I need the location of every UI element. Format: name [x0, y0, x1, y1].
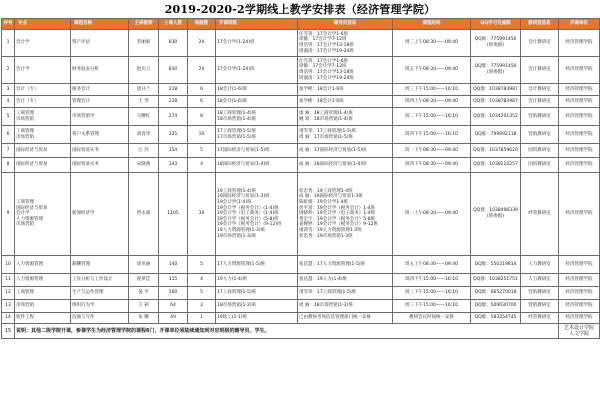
- qq-cell: [471, 313, 521, 324]
- qq-cell: [471, 256, 521, 274]
- class-list-cell-line: 17人力资源管理(1-5)班: [217, 261, 266, 267]
- counselor-cell-line: 陈虹娟：19会计学1-4班: [299, 200, 349, 206]
- class-list-cell-line: 17会计学(1-24)班: [217, 40, 255, 46]
- major-cell-line: 市场营销: [16, 134, 34, 140]
- dept-cell: 会计教研室: [521, 57, 559, 84]
- counselor-cell: [298, 256, 393, 274]
- class-list-cell: [216, 108, 298, 126]
- major-cell: [15, 84, 71, 96]
- qq-cell: [471, 144, 521, 158]
- teacher-cell: 倪萝佳: [129, 274, 159, 287]
- row-number: 9: [2, 173, 15, 256]
- unit-cell: 经济管理学院: [559, 84, 600, 96]
- unit-cell: 经济管理学院: [559, 287, 600, 300]
- note-unit-line: 艺术设计学院: [563, 325, 594, 331]
- qq-cell-line: QQ群：1034201352: [473, 113, 518, 119]
- qq-cell-line: (班委群): [486, 43, 504, 48]
- students-cell: 154: [159, 144, 188, 158]
- counselor-cell: [298, 144, 393, 158]
- class-list-cell: [216, 84, 298, 96]
- row-number: 4: [2, 96, 15, 108]
- major-cell-line: 工商管理: [16, 110, 34, 116]
- time-cell: 教师会议时间统一安排: [393, 313, 471, 324]
- students-cell: 143: [159, 158, 188, 173]
- row-number: 5: [2, 108, 15, 126]
- students-cell: 218: [159, 84, 188, 96]
- counselor-cell-line: 成 丽：19国际经济与贸易1-3班: [299, 194, 364, 200]
- course-cell: 客户关系管理: [71, 126, 129, 144]
- counselor-cell: [298, 96, 393, 108]
- unit-cell: 经济管理学院: [559, 126, 600, 144]
- teacher-cell: 江 洋: [129, 144, 159, 158]
- qq-cell-line: (班委群): [486, 214, 504, 219]
- major-cell-line: 工商管理: [16, 200, 34, 206]
- class-list-cell: [216, 30, 298, 57]
- table-row: [2, 158, 600, 173]
- counselor-cell-line: 周晓岭：19会计学（电子商务）1-4班: [299, 211, 376, 217]
- class-list-cell: [216, 287, 298, 300]
- counselor-cell: [298, 313, 393, 324]
- counselor-cell-line: 彭忠秀：19市场营销1-3班: [299, 233, 353, 239]
- qq-cell: [471, 96, 521, 108]
- counselor-cell-line: 周浩男：17会计学13-18班: [299, 70, 354, 75]
- time-cell: 周一上午08:30——09:40: [393, 173, 471, 256]
- major-cell-line: 会计学: [16, 40, 30, 46]
- row-number: 7: [2, 144, 15, 158]
- class-list-cell: [216, 313, 298, 324]
- qq-cell: [471, 57, 521, 84]
- table-row: [2, 96, 600, 108]
- row-number: 13: [2, 300, 15, 313]
- qq-cell-line: QQ群：1038496339: [473, 208, 518, 214]
- students-cell: 1105: [159, 173, 188, 256]
- class-list-cell-line: 19会计学（电子商务）(1-4)班: [217, 211, 279, 217]
- header-cell: 开课班级: [216, 19, 298, 30]
- class-list-cell-line: 18会计(1-6)班: [217, 86, 248, 92]
- time-cell: 周四上午08:30——09:40: [393, 96, 471, 108]
- students-cell: 274: [159, 108, 188, 126]
- teacher-cell: 苏丽娟: [129, 30, 159, 57]
- students-cell: 325: [159, 126, 188, 144]
- table-header-row: [2, 19, 600, 30]
- time-cell: 周二下午15:00——16:10: [393, 108, 471, 126]
- class-list-cell-line: 19工商管理(1-4)班: [217, 188, 257, 194]
- counselor-cell-line: 姜婵婷：19会计学（税务会计）9-12班: [299, 222, 378, 228]
- dept-cell: 经管教研室: [521, 313, 559, 324]
- row-number: 8: [2, 158, 15, 173]
- qq-cell: [471, 173, 521, 256]
- class-list-cell-line: 19国际经济与贸易(1-3)班: [217, 194, 270, 200]
- major-cell-line: 会计（专）: [16, 86, 39, 92]
- counselor-cell-line: 张昌慧：17人力资源管理(1-5)班: [299, 261, 366, 267]
- table-row: [2, 173, 600, 256]
- students-cell: 160: [159, 287, 188, 300]
- counselor-cell-line: 周淑清：17会计学19-24班: [299, 48, 354, 54]
- header-cell: 教研室信息: [521, 19, 559, 30]
- major-cell-line: 国际经济与贸易: [16, 162, 48, 168]
- qq-cell: [471, 287, 521, 300]
- major-cell: [15, 313, 71, 324]
- counselor-cell: [298, 30, 393, 57]
- class-list-cell: [216, 158, 298, 173]
- header-cell: 开课单位: [559, 19, 600, 30]
- unit-cell: 经济管理学院: [559, 108, 600, 126]
- major-cell-line: 国际经济与贸易: [16, 147, 48, 153]
- counselor-cell-line: 姚 嵩：18市场营销(1-4)班: [299, 116, 354, 122]
- note-cell: [15, 324, 559, 339]
- class-list-cell-line: 18工商管理(1-4)班: [217, 110, 257, 116]
- counselor-cell-line: 周浩男：17会计学13-18班: [299, 43, 354, 48]
- counselor-cell-line: 张学彬：18会计1-6班: [299, 86, 344, 92]
- time-cell: 周二上午08:30——09:40: [393, 30, 471, 57]
- counselor-cell-line: 徐静：17会计学7-12班: [299, 64, 347, 70]
- qq-cell-line: QQ群：1037859620: [473, 147, 518, 153]
- header-cell: 课程名称: [71, 19, 129, 30]
- unit-cell: 经济管理学院: [559, 57, 600, 84]
- time-cell: 周四下午15:00——16:10: [393, 126, 471, 144]
- time-cell: 周三下午15:00——16:10: [393, 84, 471, 96]
- major-cell: [15, 173, 71, 256]
- classes-cell: 24: [188, 57, 216, 84]
- course-cell: 市场营销学: [71, 108, 129, 126]
- class-list-cell: [216, 173, 298, 256]
- qq-cell-line: QQ群：799692118: [474, 131, 517, 137]
- teacher-cell: 徐亚丽: [129, 256, 159, 274]
- classes-cell: 8: [188, 108, 216, 126]
- counselor-cell: [298, 173, 393, 256]
- table-body: [2, 30, 600, 324]
- qq-cell-line: QQ群：1038783987: [473, 86, 518, 92]
- counselor-cell-line: 黄宏宇：19会计学（税务会计）5-8班: [299, 216, 376, 222]
- students-cell: 64: [159, 300, 188, 313]
- counselor-cell-line: 周 丽：17市场营销(1-5)班: [299, 134, 354, 140]
- major-cell-line: 市场营销: [16, 116, 34, 122]
- teacher-cell: 唐开兰: [129, 84, 159, 96]
- table-row: [2, 30, 600, 57]
- time-cell: 周三下午15:00——16:10: [393, 300, 471, 313]
- table-row: [2, 84, 600, 96]
- unit-cell: 经济管理学院: [559, 256, 600, 274]
- major-cell: [15, 256, 71, 274]
- class-list-cell-line: 17国际经济与贸易(1-5)班: [217, 147, 270, 153]
- classes-cell: 10: [188, 126, 216, 144]
- table-row: [2, 313, 600, 324]
- qq-cell-line: QQ群：1038210257: [473, 162, 518, 168]
- class-list-cell-line: 19人力(1-4)班: [217, 277, 248, 283]
- class-list-cell-line: 18国际经济与贸易(1-4)班: [217, 162, 270, 168]
- class-list-cell-line: 17市场营销(1-5)班: [217, 134, 257, 140]
- row-number: 10: [2, 256, 15, 274]
- counselor-cell-line: 康 丽：18工商管理(1-4)班: [299, 110, 354, 116]
- teacher-cell: 赵川云: [129, 57, 159, 84]
- qq-cell-line: QQ群：1038783987: [473, 98, 518, 104]
- major-cell: [15, 57, 71, 84]
- students-cell: 140: [159, 256, 188, 274]
- row-number: 11: [2, 274, 15, 287]
- major-cell-line: 人力资源管理: [16, 261, 43, 267]
- time-cell: 周四下午08:30——09:40: [393, 158, 471, 173]
- major-cell-line: 人力资源管理: [16, 277, 43, 283]
- students-cell: 115: [159, 274, 188, 287]
- class-list-cell-line: 19会计学(1-4)班: [217, 200, 252, 206]
- course-cell: 国际贸易实务: [71, 144, 129, 158]
- counselor-cell-line: 徐静：17会计学7-12班: [299, 37, 347, 43]
- class-list-cell-line: 18市场营销(1-4)班: [217, 116, 257, 122]
- counselor-cell-line: 诸雪荣：17工商管理(1-5)班: [299, 128, 357, 134]
- class-list-cell-line: 17工商管理(1-5)班: [217, 128, 257, 134]
- dept-cell: 国贸教研室: [521, 144, 559, 158]
- teacher-cell: 贾永嘉: [129, 173, 159, 256]
- course-cell: 新闻经济学: [71, 173, 129, 256]
- counselor-cell-line: 周 丽：18市场营销(1-2)班: [299, 303, 354, 309]
- counselor-cell: [298, 300, 393, 313]
- major-cell-line: 软件工程: [16, 315, 34, 321]
- teacher-cell: 晏 平: [129, 287, 159, 300]
- class-list-cell-line: 19人力资源管理(1-3)班: [217, 227, 266, 233]
- row-number: 1: [2, 30, 15, 57]
- major-cell: [15, 30, 71, 57]
- note-text: 说明：其他二级学院开课，参课学生为经济管理学院的课程6门，开课单位须陆续通知到对应班级的辅导员、学生。: [16, 328, 270, 334]
- class-list-cell-line: 19市场营销(1-3)班: [217, 233, 257, 239]
- classes-cell: 34: [188, 173, 216, 256]
- dept-cell: 营销教研室: [521, 300, 559, 313]
- class-list-cell: [216, 96, 298, 108]
- time-cell: 周五上午08:30——09:40: [393, 256, 471, 274]
- major-cell-line: 国际经济与贸易: [16, 205, 48, 211]
- course-cell: 薪酬管理: [71, 256, 129, 274]
- dept-cell: 人力教研室: [521, 274, 559, 287]
- table-row: [2, 57, 600, 84]
- qq-cell-line: QQ群：1038251751: [473, 277, 518, 283]
- dept-cell: 经管教研室: [521, 173, 559, 256]
- schedule-table: [1, 18, 600, 339]
- major-cell: [15, 108, 71, 126]
- table-row: [2, 126, 600, 144]
- teacher-cell: 宋晓燕: [129, 158, 159, 173]
- course-cell: 国际贸易实务: [71, 158, 129, 173]
- dept-cell: 营销教研室: [521, 108, 559, 126]
- counselor-cell-line: 任雪苒：17会计学1-6班: [299, 31, 349, 37]
- students-cell: 830: [159, 57, 188, 84]
- major-cell: [15, 300, 71, 313]
- dept-cell: 营销教研室: [521, 126, 559, 144]
- counselor-cell-line: 张学彬：18会计1-6班: [299, 98, 344, 104]
- classes-cell: 6: [188, 96, 216, 108]
- teacher-cell: 马曙红: [129, 108, 159, 126]
- counselor-cell: [298, 158, 393, 173]
- dept-cell: 国贸教研室: [521, 158, 559, 173]
- class-list-cell-line: 19软工(1-1)班: [217, 315, 248, 321]
- major-cell: [15, 287, 71, 300]
- major-cell-line: 工商管理: [16, 128, 34, 134]
- qq-cell: [471, 108, 521, 126]
- qq-cell-line: QQ群：775991450: [474, 37, 517, 43]
- class-list-cell: [216, 274, 298, 287]
- qq-cell-line: QQ群：775991450: [474, 64, 517, 70]
- counselor-cell-line: 成 丽：17国际经济与贸易(1-5)班: [299, 147, 367, 153]
- header-cell: 主讲教师: [129, 19, 159, 30]
- class-list-cell-line: 18会计(1-6)班: [217, 98, 248, 104]
- major-cell-line: 工商管理: [16, 290, 34, 296]
- class-list-cell: [216, 300, 298, 313]
- header-cell: 序号: [2, 19, 15, 30]
- counselor-cell: [298, 287, 393, 300]
- major-cell: [15, 274, 71, 287]
- qq-cell: [471, 274, 521, 287]
- classes-cell: 2: [188, 300, 216, 313]
- unit-cell: 经济管理学院: [559, 274, 600, 287]
- header-cell: 专业: [15, 19, 71, 30]
- major-cell-line: 会计学: [16, 67, 30, 73]
- header-cell: 辅导员信息: [298, 19, 393, 30]
- time-cell: 周五下午08:30——09:40: [393, 57, 471, 84]
- major-cell-line: 会计（专）: [16, 98, 39, 104]
- counselor-cell-line: 任雪苒：17会计学1-6班: [299, 58, 349, 64]
- teacher-cell: 朱 娜: [129, 313, 159, 324]
- unit-cell: 经济管理学院: [559, 300, 600, 313]
- note-row: [2, 324, 600, 339]
- row-number: 3: [2, 84, 15, 96]
- qq-cell-line: QQ群：550219814: [474, 261, 517, 267]
- classes-cell: 4: [188, 158, 216, 173]
- qq-cell-line: QQ群：509030700: [474, 303, 517, 309]
- qq-cell-line: QQ群：583254745: [474, 315, 517, 321]
- qq-cell: [471, 158, 521, 173]
- major-cell: [15, 158, 71, 173]
- table-row: [2, 287, 600, 300]
- class-list-cell: [216, 256, 298, 274]
- class-list-cell-line: 17工商管理(1-5)班: [217, 290, 257, 296]
- counselor-cell: [298, 57, 393, 84]
- students-cell: 218: [159, 96, 188, 108]
- table-row: [2, 256, 600, 274]
- major-cell: [15, 126, 71, 144]
- qq-cell: [471, 300, 521, 313]
- dept-cell: 人力教研室: [521, 256, 559, 274]
- table-row: [2, 300, 600, 313]
- counselor-cell-line: 康鸿雪：19人力资源管理1-3班: [299, 227, 362, 233]
- classes-cell: 1: [188, 313, 216, 324]
- major-cell-line: 市场营销: [16, 222, 34, 228]
- major-cell-line: 市场营销: [16, 303, 34, 309]
- counselor-cell-line: 彭忠秀：19工商管理1-4班: [299, 188, 353, 194]
- header-cell: QQ学习交流群: [471, 19, 521, 30]
- dept-cell: 会计教研室: [521, 30, 559, 57]
- qq-cell: [471, 84, 521, 96]
- major-cell-line: 人力资源管理: [16, 216, 43, 222]
- classes-cell: 24: [188, 30, 216, 57]
- class-list-cell: [216, 126, 298, 144]
- table-row: [2, 274, 600, 287]
- class-list-cell: [216, 57, 298, 84]
- time-cell: 周一下午08:30——09:40: [393, 144, 471, 158]
- classes-cell: 5: [188, 144, 216, 158]
- counselor-cell: [298, 274, 393, 287]
- teacher-cell: 王 莉: [129, 300, 159, 313]
- row-number: 14: [2, 313, 15, 324]
- unit-cell: 经济管理学院: [559, 313, 600, 324]
- page-title: 2019-2020-2学期线上教学安排表（经济管理学院）: [164, 3, 436, 16]
- course-cell: 沟通与写作: [71, 313, 129, 324]
- row-number: 2: [2, 57, 15, 84]
- counselor-cell: [298, 84, 393, 96]
- course-cell: 工作分析与工作设计: [71, 274, 129, 287]
- counselor-cell-line: 彭平富：19会计学（税务会计）1-4班: [299, 205, 376, 211]
- class-list-cell: [216, 144, 298, 158]
- unit-cell: 经济管理学院: [559, 173, 600, 256]
- note-number: 15: [2, 324, 15, 339]
- students-cell: 49: [159, 313, 188, 324]
- course-cell: 生产与运作管理: [71, 287, 129, 300]
- header-cell: 上课人数: [159, 19, 188, 30]
- dept-cell: 会计教研室: [521, 84, 559, 96]
- class-list-cell-line: 19会计学（税务会计）(1-4)班: [217, 205, 279, 211]
- counselor-cell-line: 成 丽：18国际经济与贸易(1-4)班: [299, 162, 367, 168]
- qq-cell: [471, 30, 521, 57]
- unit-cell: 经济管理学院: [559, 96, 600, 108]
- teacher-cell: 胡青华: [129, 126, 159, 144]
- classes-cell: 4: [188, 274, 216, 287]
- counselor-cell: [298, 108, 393, 126]
- header-cell: 课程时间: [393, 19, 471, 30]
- table-row: [2, 144, 600, 158]
- major-cell-line: 会计学: [16, 211, 30, 217]
- class-list-cell-line: 17会计学(1-24)班: [217, 67, 255, 73]
- counselor-cell-line: 诸雪荣：17工商管理(1-5)班: [299, 290, 357, 296]
- class-list-cell-line: 19会计学（税务会计）(5-8)班: [217, 216, 279, 222]
- classes-cell: 6: [188, 84, 216, 96]
- dept-cell: 会计教研室: [521, 96, 559, 108]
- course-cell: 组织行为学: [71, 300, 129, 313]
- students-cell: 830: [159, 30, 188, 57]
- qq-cell-line: (班委群): [486, 70, 504, 75]
- row-number: 12: [2, 287, 15, 300]
- classes-cell: 5: [188, 256, 216, 274]
- class-list-cell-line: 19会计学（税务会计）(9-12)班: [217, 222, 282, 228]
- row-number: 6: [2, 126, 15, 144]
- major-cell: [15, 144, 71, 158]
- unit-cell: 经济管理学院: [559, 158, 600, 173]
- note-unit: [559, 324, 600, 339]
- qq-cell: [471, 126, 521, 144]
- course-cell: 财务报表分析: [71, 57, 129, 84]
- unit-cell: 经济管理学院: [559, 144, 600, 158]
- course-cell: 管理会计: [71, 96, 129, 108]
- time-cell: 周四下午15:00——16:10: [393, 274, 471, 287]
- course-cell: 税务会计: [71, 84, 129, 96]
- header-cell: 班级数: [188, 19, 216, 30]
- major-cell: [15, 96, 71, 108]
- classes-cell: 5: [188, 287, 216, 300]
- counselor-cell-line: 周淑清：17会计学19-24班: [299, 75, 354, 81]
- teacher-cell: 王 琴: [129, 96, 159, 108]
- counselor-cell: [298, 126, 393, 144]
- note-unit-line: 人文学院: [568, 331, 589, 337]
- course-cell: 资产评估: [71, 30, 129, 57]
- time-cell: 周三下午15:00——16:10: [393, 287, 471, 300]
- table-row: [2, 108, 600, 126]
- counselor-cell-line: 张昌慧：19人力(1-4)班: [299, 277, 348, 283]
- counselor-cell-line: 已由教师考场信息管理部门统一安排: [299, 315, 371, 321]
- class-list-cell-line: 18市场营销(1-2)班: [217, 303, 257, 309]
- dept-cell: 营销教研室: [521, 287, 559, 300]
- qq-cell-line: QQ群：665270018: [474, 290, 517, 296]
- unit-cell: 经济管理学院: [559, 30, 600, 57]
